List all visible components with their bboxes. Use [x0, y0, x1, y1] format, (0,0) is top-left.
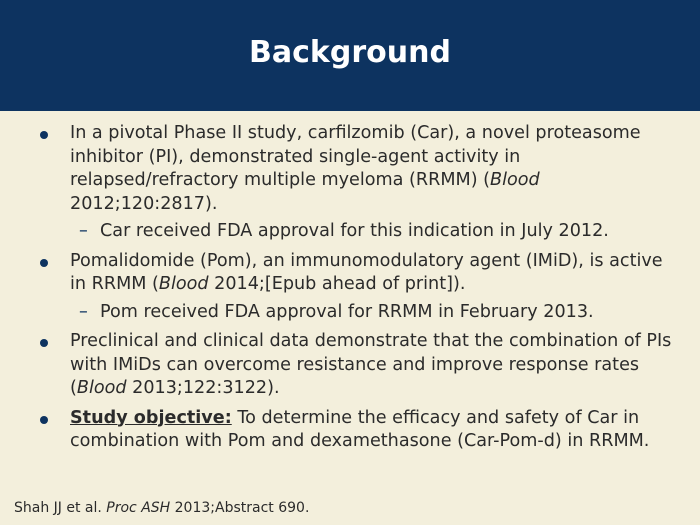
journal-name: Blood — [76, 378, 127, 398]
bullet-item — [38, 122, 678, 216]
footer-journal: Proc ASH — [106, 500, 171, 516]
sub-bullet-item — [38, 301, 678, 325]
footer-reference: 2013;Abstract 690. — [170, 500, 310, 516]
bullet-item — [38, 250, 678, 297]
bullet-item — [38, 330, 678, 401]
bullet-item — [38, 407, 678, 454]
sub-bullet-text: Pom received FDA approval for RRMM in February 2013. — [100, 301, 594, 322]
bullet-text: To determine the efficacy and safety of Car in combination with Pom and dexamethasone (Car-Pom-d) in RRMM. — [70, 407, 650, 451]
bullet-dot-icon — [40, 259, 48, 267]
bullet-dot-icon — [40, 339, 48, 347]
footer-citation — [14, 500, 309, 516]
journal-name: Blood — [158, 274, 209, 294]
journal-name: Blood — [490, 170, 540, 190]
sub-bullet-text: Car received FDA approval for this indication in July 2012. — [100, 221, 609, 241]
footer-authors: Shah JJ et al. — [14, 500, 107, 516]
bullet-dot-icon — [40, 131, 48, 139]
slide-title: Background — [249, 35, 451, 70]
citation-text: 2012;120:2817). — [70, 193, 218, 214]
dash-icon: – — [79, 301, 88, 322]
sub-bullet-item — [38, 220, 678, 244]
citation-text: 2013;122:3122). — [126, 378, 280, 398]
bullet-text: Preclinical and clinical data demonstrate that the combination of PIs with IMiDs can overcome resistance and improve response rates ( — [70, 331, 672, 398]
study-objective-label: Study objective: — [70, 407, 232, 428]
bullet-dot-icon — [40, 416, 48, 424]
citation-text: 2014;[Epub ahead of print]). — [208, 274, 466, 294]
bullet-text: Pomalidomide (Pom), an immunomodulatory agent (IMiD), is active in RRMM ( — [70, 250, 663, 294]
bullet-text: In a pivotal Phase II study, carfilzomib (Car), a novel proteasome inhibitor (PI), demonstrated single-agent activity in relapsed/refractory multiple myeloma (RRMM) ( — [70, 123, 641, 190]
dash-icon: – — [79, 221, 88, 241]
bullet-list — [38, 122, 678, 460]
title-bar — [0, 0, 700, 111]
